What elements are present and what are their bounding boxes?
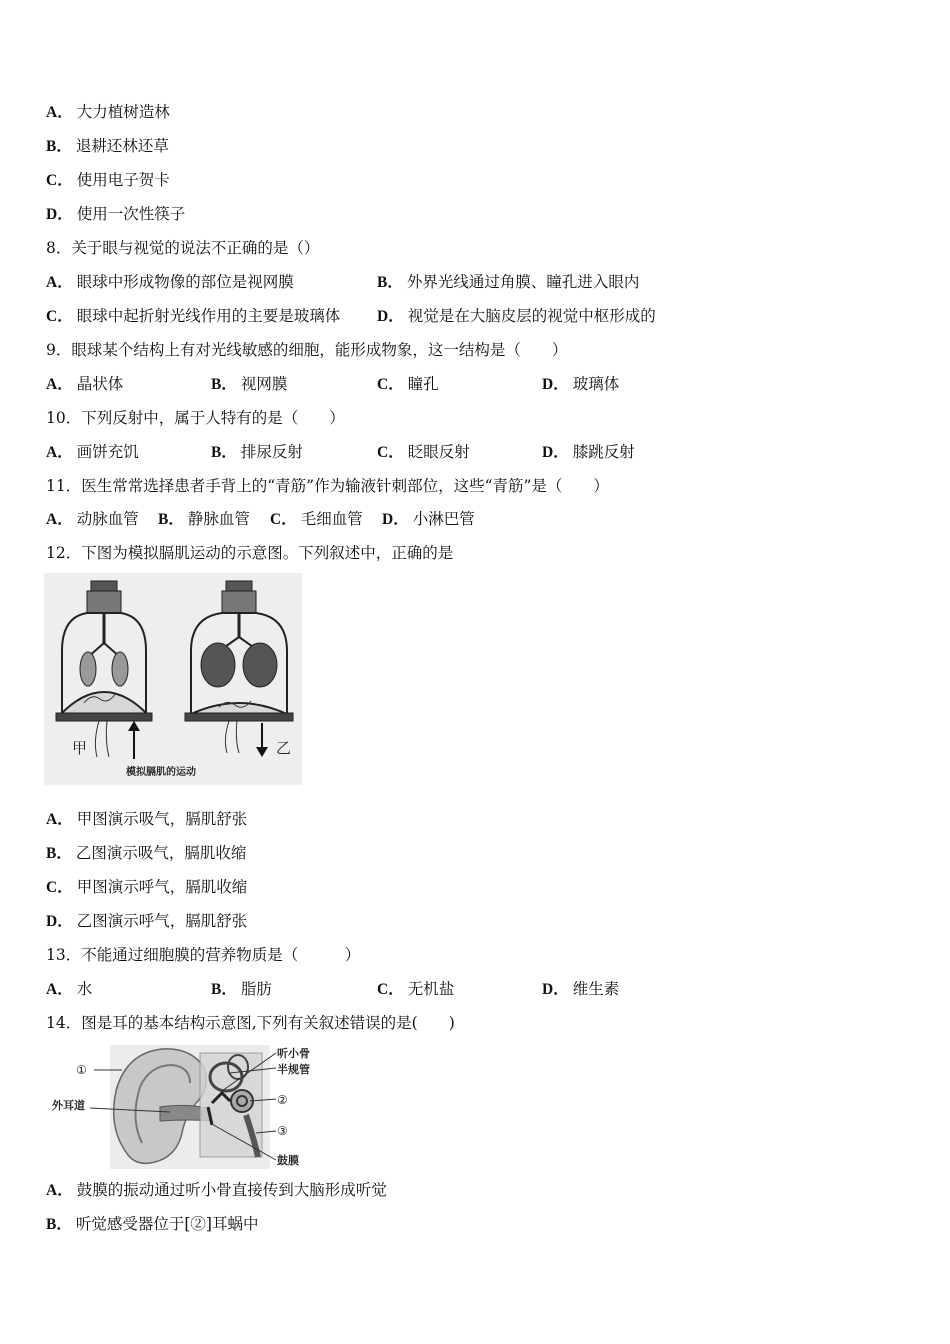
q10-option-b: B． 排尿反射 [211, 443, 303, 461]
q7-option-d: D． 使用一次性筷子 [46, 205, 186, 223]
ear-label-1: ① [76, 1063, 87, 1077]
ear-label-canals: 半规管 [277, 1063, 310, 1076]
q14-option-b: B． 听觉感受器位于[②]耳蜗中 [46, 1215, 259, 1233]
figure-caption: 模拟膈肌的运动 [126, 767, 196, 778]
q11-stem: 11．医生常常选择患者手背上的“青筋”作为输液针刺部位，这些“青筋”是（ ） [46, 477, 609, 495]
q13-option-d: D． 维生素 [542, 980, 620, 998]
q14-stem: 14．图是耳的基本结构示意图,下列有关叙述错误的是( ) [46, 1014, 455, 1032]
q13-option-c: C． 无机盐 [377, 980, 455, 998]
q14-option-a: A． 鼓膜的振动通过听小骨直接传到大脑形成听觉 [46, 1181, 387, 1199]
q10-option-c: C． 眨眼反射 [377, 443, 470, 461]
q9-stem: 9．眼球某个结构上有对光线敏感的细胞，能形成物象，这一结构是（ ） [46, 341, 568, 359]
q8-options-row2 [46, 305, 926, 327]
q13-option-a: A． 水 [46, 980, 93, 998]
q8-stem: 8．关于眼与视觉的说法不正确的是（） [46, 239, 320, 257]
ear-label-ossicles: 听小骨 [277, 1047, 310, 1060]
q13-stem: 13．不能通过细胞膜的营养物质是（ ） [46, 946, 361, 964]
cochlea [231, 1090, 253, 1112]
q11-options [46, 508, 926, 530]
q8-option-c: C． 眼球中起折射光线作用的主要是玻璃体 [46, 307, 341, 325]
q10-option-d: D． 膝跳反射 [542, 443, 635, 461]
q11-option-c: C． 毛细血管 [270, 510, 363, 528]
q12-option-b: B． 乙图演示吸气，膈肌收缩 [46, 844, 247, 862]
q13-options [46, 978, 926, 1000]
ear-label-drum: 鼓膜 [277, 1154, 299, 1167]
q10-options [46, 441, 926, 463]
q8-option-b: B． 外界光线通过角膜、瞳孔进入眼内 [377, 273, 640, 291]
q11-option-d: D． 小淋巴管 [382, 510, 475, 528]
q8-option-a: A． 眼球中形成物像的部位是视网膜 [46, 273, 294, 291]
q9-option-c: C． 瞳孔 [377, 375, 439, 393]
q9-option-b: B． 视网膜 [211, 375, 288, 393]
q11-option-b: B． 静脉血管 [158, 510, 250, 528]
ear-structure-figure [50, 1043, 312, 1171]
q12-option-d: D． 乙图演示呼气，膈肌舒张 [46, 912, 248, 930]
ear-label-3: ③ [277, 1124, 288, 1138]
q12-option-c: C． 甲图演示呼气，膈肌收缩 [46, 878, 248, 896]
q7-option-c: C． 使用电子贺卡 [46, 171, 170, 189]
q9-options [46, 373, 926, 395]
q9-option-d: D． 玻璃体 [542, 375, 620, 393]
q12-option-a: A． 甲图演示吸气，膈肌舒张 [46, 810, 248, 828]
q7-option-a: A． 大力植树造林 [46, 103, 170, 121]
ear-label-2: ② [277, 1093, 288, 1107]
q13-option-b: B． 脂肪 [211, 980, 272, 998]
q8-options-row1 [46, 271, 926, 293]
q9-option-a: A． 晶状体 [46, 375, 124, 393]
q10-stem: 10．下列反射中，属于人特有的是（ ） [46, 409, 345, 427]
q7-option-b: B． 退耕还林还草 [46, 137, 169, 155]
q10-option-a: A． 画饼充饥 [46, 443, 139, 461]
diaphragm-model-figure [44, 573, 302, 785]
q8-option-d: D． 视觉是在大脑皮层的视觉中枢形成的 [377, 307, 656, 325]
label-yi: 乙 [276, 741, 292, 757]
q11-option-a: A． 动脉血管 [46, 510, 139, 528]
q12-stem: 12．下图为模拟膈肌运动的示意图。下列叙述中，正确的是 [46, 544, 454, 562]
label-jia: 甲 [72, 741, 88, 757]
ear-label-canal: 外耳道 [52, 1099, 85, 1112]
